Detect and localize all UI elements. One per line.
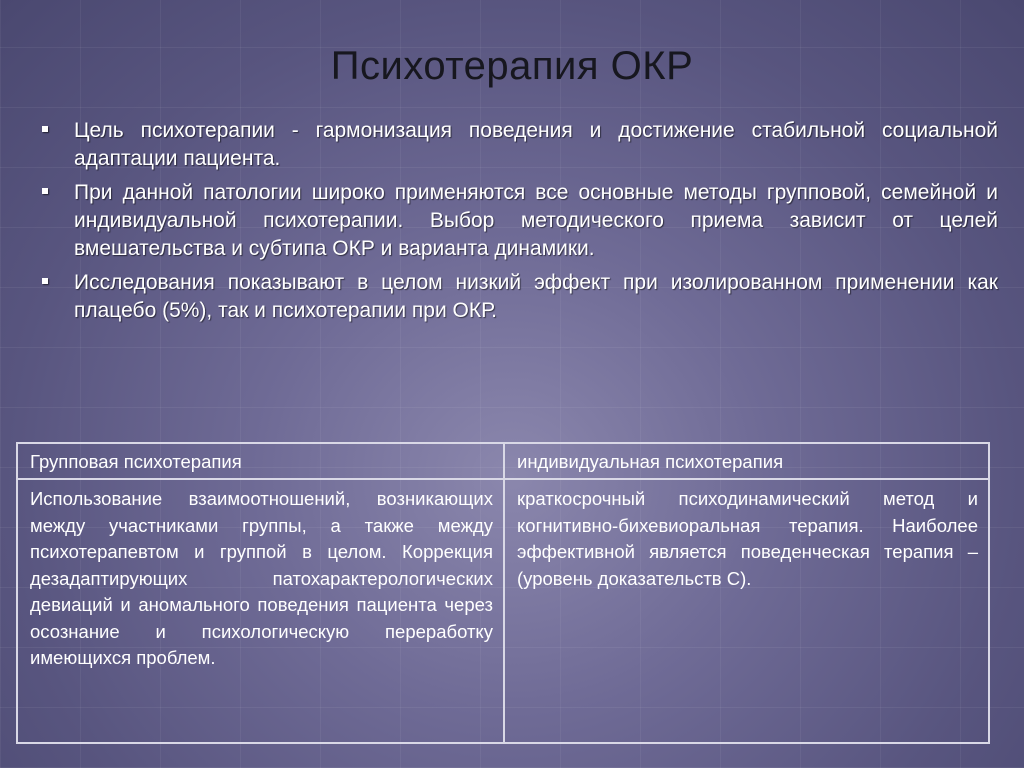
square-bullet-icon	[42, 188, 48, 194]
table-header-group: Групповая психотерапия	[18, 444, 505, 480]
comparison-table	[16, 442, 990, 744]
bullet-list	[40, 117, 998, 331]
table-cell-individual: краткосрочный психодинамический метод и когнитивно-бихевиоральная терапия. Наиболее эффективной является поведенческая терапия – (уровень доказательств С).	[517, 488, 978, 589]
table-cell-group: Использование взаимоотношений, возникающих между участниками группы, а также между психотерапевтом и группой в целом. Коррекция дезадаптирующих патохарактерологических девиаций и аномального поведения пациента через осознание и психологическую переработку имеющихся проблем.	[18, 480, 505, 742]
table-header-individual: индивидуальная психотерапия	[505, 444, 988, 480]
bullet-text: При данной патологии широко применяются все основные методы групповой, семейной и индивидуальной психотерапии. Выбор методического приема зависит от целей вмешательства и субтипа ОКР и варианта динамики.	[74, 181, 998, 260]
slide-title: Психотерапия ОКР	[330, 44, 694, 88]
square-bullet-icon	[42, 126, 48, 132]
bullet-text: Цель психотерапии - гармонизация поведения и достижение стабильной социальной адаптации пациента.	[74, 119, 998, 170]
square-bullet-icon	[42, 278, 48, 284]
bullet-text: Исследования показывают в целом низкий эффект при изолированном применении как плацебо (5%), так и психотерапии при ОКР.	[74, 271, 998, 322]
bullet-item	[40, 269, 998, 325]
bullet-item	[40, 179, 998, 263]
bullet-item	[40, 117, 998, 173]
